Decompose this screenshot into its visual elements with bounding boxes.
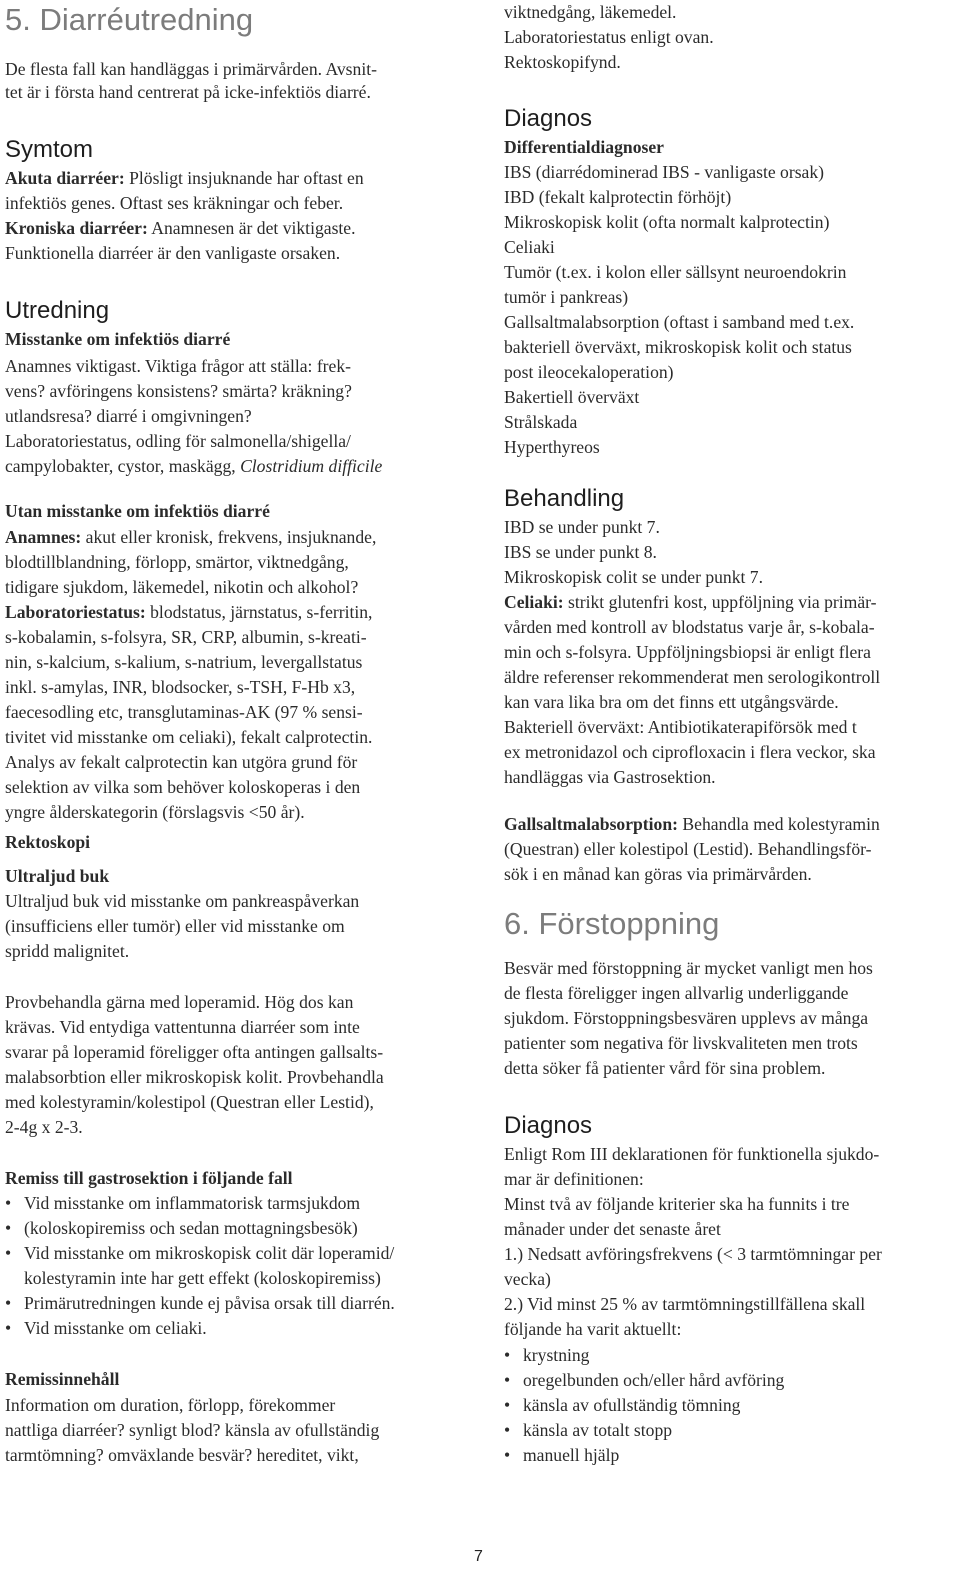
diff-line: Celiaki — [504, 237, 555, 257]
galls-line — [504, 813, 880, 835]
forst-line: de flesta föreligger ingen allvarlig underliggande — [504, 983, 849, 1003]
celiaki-line: kan vara lika bra om det finns ett utgångsvärde. — [504, 692, 839, 712]
diagnos2-line: Enligt Rom III deklarationen för funktionella sjukdo- — [504, 1144, 880, 1164]
lab-line: inkl. s-amylas, INR, blodsocker, s-TSH, F-Hb x3, — [5, 677, 356, 697]
lab-line: tivitet vid misstanke om celiaki), fekalt calprotectin. — [5, 727, 373, 747]
bakteriell-line: Bakteriell överväxt: Antibiotikaterapiförsök med t — [504, 717, 857, 737]
cont-line: Laboratoriestatus enligt ovan. — [504, 27, 714, 47]
misstanke-last-text: campylobakter, cystor, maskägg, — [5, 456, 241, 476]
misstanke-line: Anamnes viktigast. Viktiga frågor att ställa: frek- — [5, 356, 351, 376]
galls-label: Gallsaltmalabsorption: — [504, 814, 678, 834]
lab-line: Analys av fekalt calprotectin kan utgöra grund för — [5, 752, 358, 772]
misstanke-line — [5, 455, 382, 477]
bakteriell-line: handläggas via Gastrosektion. — [504, 767, 716, 787]
anamnes-line: blodtillblandning, förlopp, smärtor, viktnedgång, — [5, 552, 349, 572]
akuta-line-2: infektiös genes. Oftast ses kräkningar och feber. — [5, 193, 344, 213]
intro-line: De flesta fall kan handläggas i primärvården. Avsnit- — [5, 59, 377, 79]
diff-line: bakteriell överväxt, mikroskopisk kolit och status — [504, 337, 852, 357]
lab-line: nin, s-kalcium, s-kalium, s-natrium, levergallstatus — [5, 652, 363, 672]
diagnos2-line: 1.) Nedsatt avföringsfrekvens (< 3 tarmtömningar per — [504, 1244, 882, 1264]
cont-line: viktnedgång, läkemedel. — [504, 2, 677, 22]
behandling-line: Mikroskopisk colit se under punkt 7. — [504, 567, 764, 587]
lab-line: selektion av vilka som behöver koloskoperas i den — [5, 777, 361, 797]
kroniska-text: Anamnesen är det viktigaste. — [147, 218, 356, 238]
lab-line: faecesodling etc, transglutaminas-AK (97 % sensi- — [5, 702, 363, 722]
differential-heading: Differentialdiagnoser — [504, 137, 664, 157]
celiaki-line: vården med kontroll av blodstatus varje år, s-kobala- — [504, 617, 875, 637]
diagnos2-line: 2.) Vid minst 25 % av tarmtömningstillfällena skall — [504, 1294, 866, 1314]
remiss-item: • Vid misstanke om mikroskopisk colit där loperamid/ — [5, 1242, 394, 1264]
forst-line: detta söker få patienter vård för sina problem. — [504, 1058, 826, 1078]
ultraljud-line: Ultraljud buk vid misstanke om pankreaspåverkan — [5, 891, 360, 911]
prov-line: svarar på loperamid föreligger ofta antingen gallsalts- — [5, 1042, 384, 1062]
celiaki-label: Celiaki: — [504, 592, 564, 612]
diff-line: Strålskada — [504, 412, 578, 432]
funktionella-line: Funktionella diarréer är den vanligaste orsaken. — [5, 243, 341, 263]
remiss-item: • Primärutredningen kunde ej påvisa orsak till diarrén. — [5, 1292, 395, 1314]
lab-line: s-kobalamin, s-folsyra, SR, CRP, albumin, s-kreati- — [5, 627, 367, 647]
ultraljud-line: (insufficiens eller tumör) eller vid misstanke om — [5, 916, 345, 936]
galls-line: sök i en månad kan göras via primärvården. — [504, 864, 812, 884]
remissinnehall-line: tarmtömning? omväxlande besvär? hereditet, vikt, — [5, 1445, 359, 1465]
utan-heading: Utan misstanke om infektiös diarré — [5, 501, 270, 521]
behandling-heading: Behandling — [504, 485, 625, 512]
behandling-line: IBD se under punkt 7. — [504, 517, 660, 537]
rektoskopi-heading: Rektoskopi — [5, 832, 91, 852]
celiaki-line — [504, 591, 877, 613]
remissinnehall-line: Information om duration, förlopp, förekommer — [5, 1395, 336, 1415]
misstanke-line: utlandsresa? diarré i omgivningen? — [5, 406, 252, 426]
prov-line: med kolestyramin/kolestipol (Questran eller Lestid), — [5, 1092, 374, 1112]
diff-line: Mikroskopisk kolit (ofta normalt kalprotectin) — [504, 212, 830, 232]
galls-text: Behandla med kolestyramin — [678, 814, 880, 834]
diagnos2-line: månader under det senaste året — [504, 1219, 721, 1239]
lab-line: yngre ålderskategorin (förslagsvis <50 år). — [5, 802, 305, 822]
intro-line: tet är i första hand centrerat på icke-infektiös diarré. — [5, 82, 371, 102]
ultraljud-heading: Ultraljud buk — [5, 866, 110, 886]
bakteriell-line: ex metronidazol och ciprofloxacin i flera veckor, ska — [504, 742, 876, 762]
section-5-title: 5. Diarréutredning — [5, 2, 254, 37]
clostridium-text: Clostridium difficile — [240, 456, 383, 476]
galls-line: (Questran) eller kolestipol (Lestid). Behandlingsför- — [504, 839, 872, 859]
remiss-item: • Vid misstanke om celiaki. — [5, 1317, 207, 1339]
diff-line: post ileocekaloperation) — [504, 362, 674, 382]
forst-line: sjukdom. Förstoppningsbesvären upplevs av många — [504, 1008, 869, 1028]
criteria-bullet: • känsla av totalt stopp — [504, 1419, 672, 1441]
prov-line: 2-4g x 2-3. — [5, 1117, 83, 1137]
misstanke-heading: Misstanke om infektiös diarré — [5, 329, 231, 349]
diagnos2-line: mar är definitionen: — [504, 1169, 644, 1189]
diagnos2-line: Minst två av följande kriterier ska ha funnits i tre — [504, 1194, 850, 1214]
remiss-item-cont: kolestyramin inte har gett effekt (koloskopiremiss) — [24, 1268, 381, 1288]
diff-line: IBS (diarrédominerad IBS - vanligaste orsak) — [504, 162, 825, 182]
diff-line: Hyperthyreos — [504, 437, 600, 457]
anamnes-line — [5, 526, 376, 548]
kroniska-line — [5, 217, 356, 239]
anamnes-text: akut eller kronisk, frekvens, insjuknande, — [81, 527, 377, 547]
symtom-heading: Symtom — [5, 136, 94, 163]
diff-line: Bakertiell överväxt — [504, 387, 640, 407]
misstanke-line: vens? avföringens konsistens? smärta? kräkning? — [5, 381, 352, 401]
forst-line: patienter som negativa för livskvaliteten men trots — [504, 1033, 858, 1053]
remiss-item: • Vid misstanke om inflammatorisk tarmsjukdom — [5, 1192, 360, 1214]
anamnes-line: tidigare sjukdom, läkemedel, nikotin och alkohol? — [5, 577, 359, 597]
diff-line: Gallsaltmalabsorption (oftast i samband med t.ex. — [504, 312, 855, 332]
akuta-line — [5, 167, 364, 189]
diff-line: IBD (fekalt kalprotectin förhöjt) — [504, 187, 732, 207]
diagnos2-line: följande ha varit aktuellt: — [504, 1319, 682, 1339]
diff-line: Tumör (t.ex. i kolon eller sällsynt neuroendokrin — [504, 262, 847, 282]
diagnos2-line: vecka) — [504, 1269, 551, 1289]
lab-text: blodstatus, järnstatus, s-ferritin, — [145, 602, 373, 622]
anamnes-label: Anamnes: — [5, 527, 82, 547]
diff-line: tumör i pankreas) — [504, 287, 629, 307]
remiss-item-cont-text: (koloskopiremiss och sedan mottagningsbesök) — [24, 1218, 358, 1238]
lab-label: Laboratoriestatus: — [5, 602, 146, 622]
criteria-bullet: • manuell hjälp — [504, 1444, 619, 1466]
prov-line: malabsorbtion eller mikroskopisk kolit. Provbehandla — [5, 1067, 384, 1087]
ultraljud-line: spridd malignitet. — [5, 941, 130, 961]
diagnos-heading: Diagnos — [504, 105, 593, 132]
criteria-bullet: • oregelbunden och/eller hård avföring — [504, 1369, 784, 1391]
akuta-text: Plösligt insjuknande har oftast en — [124, 168, 364, 188]
lab-line — [5, 601, 372, 623]
celiaki-line: äldre referenser rekommenderat men serologikontroll — [504, 667, 881, 687]
celiaki-text: strikt glutenfri kost, uppföljning via primär- — [563, 592, 877, 612]
remissinnehall-heading: Remissinnehåll — [5, 1369, 120, 1389]
diagnos2-heading: Diagnos — [504, 1112, 593, 1139]
kroniska-label: Kroniska diarréer: — [5, 218, 148, 238]
utredning-heading: Utredning — [5, 297, 110, 324]
misstanke-line: Laboratoriestatus, odling för salmonella/shigella/ — [5, 431, 351, 451]
celiaki-line: min och s-folsyra. Uppföljningsbiopsi är enligt flera — [504, 642, 871, 662]
forst-line: Besvär med förstoppning är mycket vanligt men hos — [504, 958, 873, 978]
prov-line: krävas. Vid entydiga vattentunna diarréer som inte — [5, 1017, 360, 1037]
page-number: 7 — [474, 1548, 483, 1565]
section-6-title: 6. Förstoppning — [504, 906, 720, 941]
criteria-bullet: • krystning — [504, 1344, 589, 1366]
behandling-line: IBS se under punkt 8. — [504, 542, 657, 562]
akuta-label: Akuta diarréer: — [5, 168, 125, 188]
remissinnehall-line: nattliga diarréer? synligt blod? känsla av ofullständig — [5, 1420, 380, 1440]
prov-line: Provbehandla gärna med loperamid. Hög dos kan — [5, 992, 354, 1012]
cont-line: Rektoskopifynd. — [504, 52, 621, 72]
remiss-heading: Remiss till gastrosektion i följande fall — [5, 1168, 293, 1188]
criteria-bullet: • känsla av ofullständig tömning — [504, 1394, 740, 1416]
